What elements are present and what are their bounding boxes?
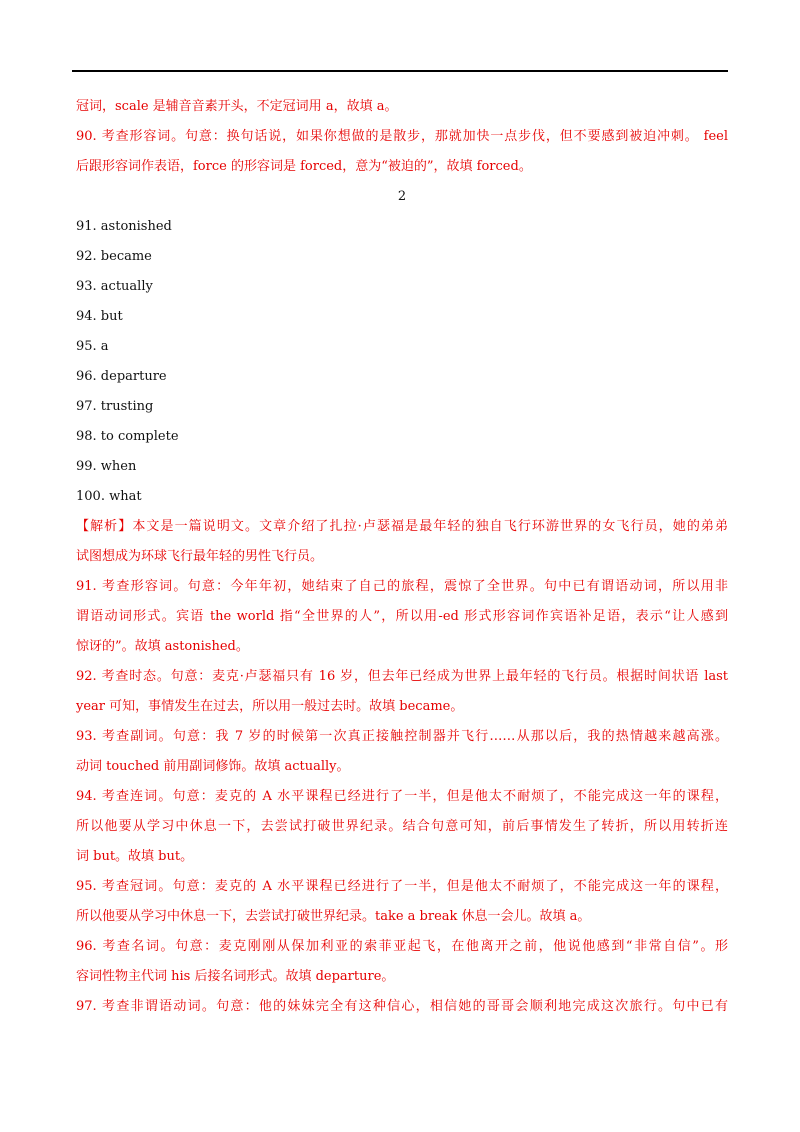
explanation-line: year 可知，事情发生在过去，所以用一般过去时。故填 became。 [76,699,464,714]
answer-item: 94. but [76,309,123,324]
answer-item: 100. what [76,489,142,504]
explanation-line: 92. 考查时态。句意：麦克·卢瑟福只有 16 岁，但去年已经成为世界上最年轻的飞行员。根据时间状语 last [76,669,728,684]
document-body [76,92,728,1022]
explanation-line: 惊讶的”。故填 astonished。 [76,639,249,654]
q90-explanation-line: 90. 考查形容词。句意：换句话说，如果你想做的是散步，那就加快一点步伐，但不要感到被迫冲刺。 feel [76,129,728,144]
header-rule [72,70,728,72]
answer-item: 91. astonished [76,219,172,234]
answer-item: 98. to complete [76,429,179,444]
explanation-q97 [76,992,728,1022]
analysis-line: 试图想成为环球飞行最年轻的男性飞行员。 [76,549,324,564]
explanation-q91 [76,572,728,662]
analysis-line: 【解析】本文是一篇说明文。文章介绍了扎拉·卢瑟福是最年轻的独自飞行环游世界的女飞行员，她的弟弟 [76,519,728,534]
explanation-line: 谓语动词形式。宾语 the world 指“全世界的人”，所以用-ed 形式形容词作宾语补足语，表示“让人感到 [76,609,728,624]
explanation-line: 94. 考查连词。句意：麦克的 A 水平课程已经进行了一半，但是他太不耐烦了，不能完成这一年的课程， [76,789,728,804]
answer-item: 92. became [76,249,152,264]
explanation-line: 动词 touched 前用副词修饰。故填 actually。 [76,759,350,774]
explanation-q96 [76,932,728,992]
explanation-line: 97. 考查非谓语动词。句意：他的妹妹完全有这种信心，相信她的哥哥会顺利地完成这次旅行。句中已有 [76,999,728,1014]
explanation-q95 [76,872,728,932]
explanation-line: 所以他要从学习中休息一下，去尝试打破世界纪录。结合句意可知，前后事情发生了转折，所以用转折连 [76,819,728,834]
answer-item: 95. a [76,339,109,354]
explanation-line: 96. 考查名词。句意：麦克刚刚从保加利亚的索菲亚起飞，在他离开之前，他说他感到“非常自信”。形 [76,939,728,954]
explanation-q94 [76,782,728,872]
answer-item: 93. actually [76,279,153,294]
explanation-line: 词 but。故填 but。 [76,849,194,864]
explanation-q92 [76,662,728,722]
explanation-line: 所以他要从学习中休息一下，去尝试打破世界纪录。take a break 休息一会儿。故填 a。 [76,909,591,924]
answer-item: 99. when [76,459,137,474]
answer-item: 97. trusting [76,399,154,414]
explanation-line: 93. 考查副词。句意：我 7 岁的时候第一次真正接触控制器并飞行……从那以后，我的热情越来越高涨。 [76,729,728,744]
intro-line: 冠词，scale 是辅音音素开头，不定冠词用 a，故填 a。 [76,99,398,114]
q90-explanation-line: 后跟形容词作表语，force 的形容词是 forced，意为“被迫的”，故填 forced。 [76,159,532,174]
explanation-q93 [76,722,728,782]
answer-item: 96. departure [76,369,167,384]
explanation-line: 95. 考查冠词。句意：麦克的 A 水平课程已经进行了一半，但是他太不耐烦了，不能完成这一年的课程， [76,879,728,894]
explanation-line: 91. 考查形容词。句意：今年年初，她结束了自己的旅程，震惊了全世界。句中已有谓语动词，所以用非 [76,579,728,594]
answer-list [76,212,728,512]
explanation-line: 容词性物主代词 his 后接名词形式。故填 departure。 [76,969,395,984]
section-number: 2 [397,189,407,204]
